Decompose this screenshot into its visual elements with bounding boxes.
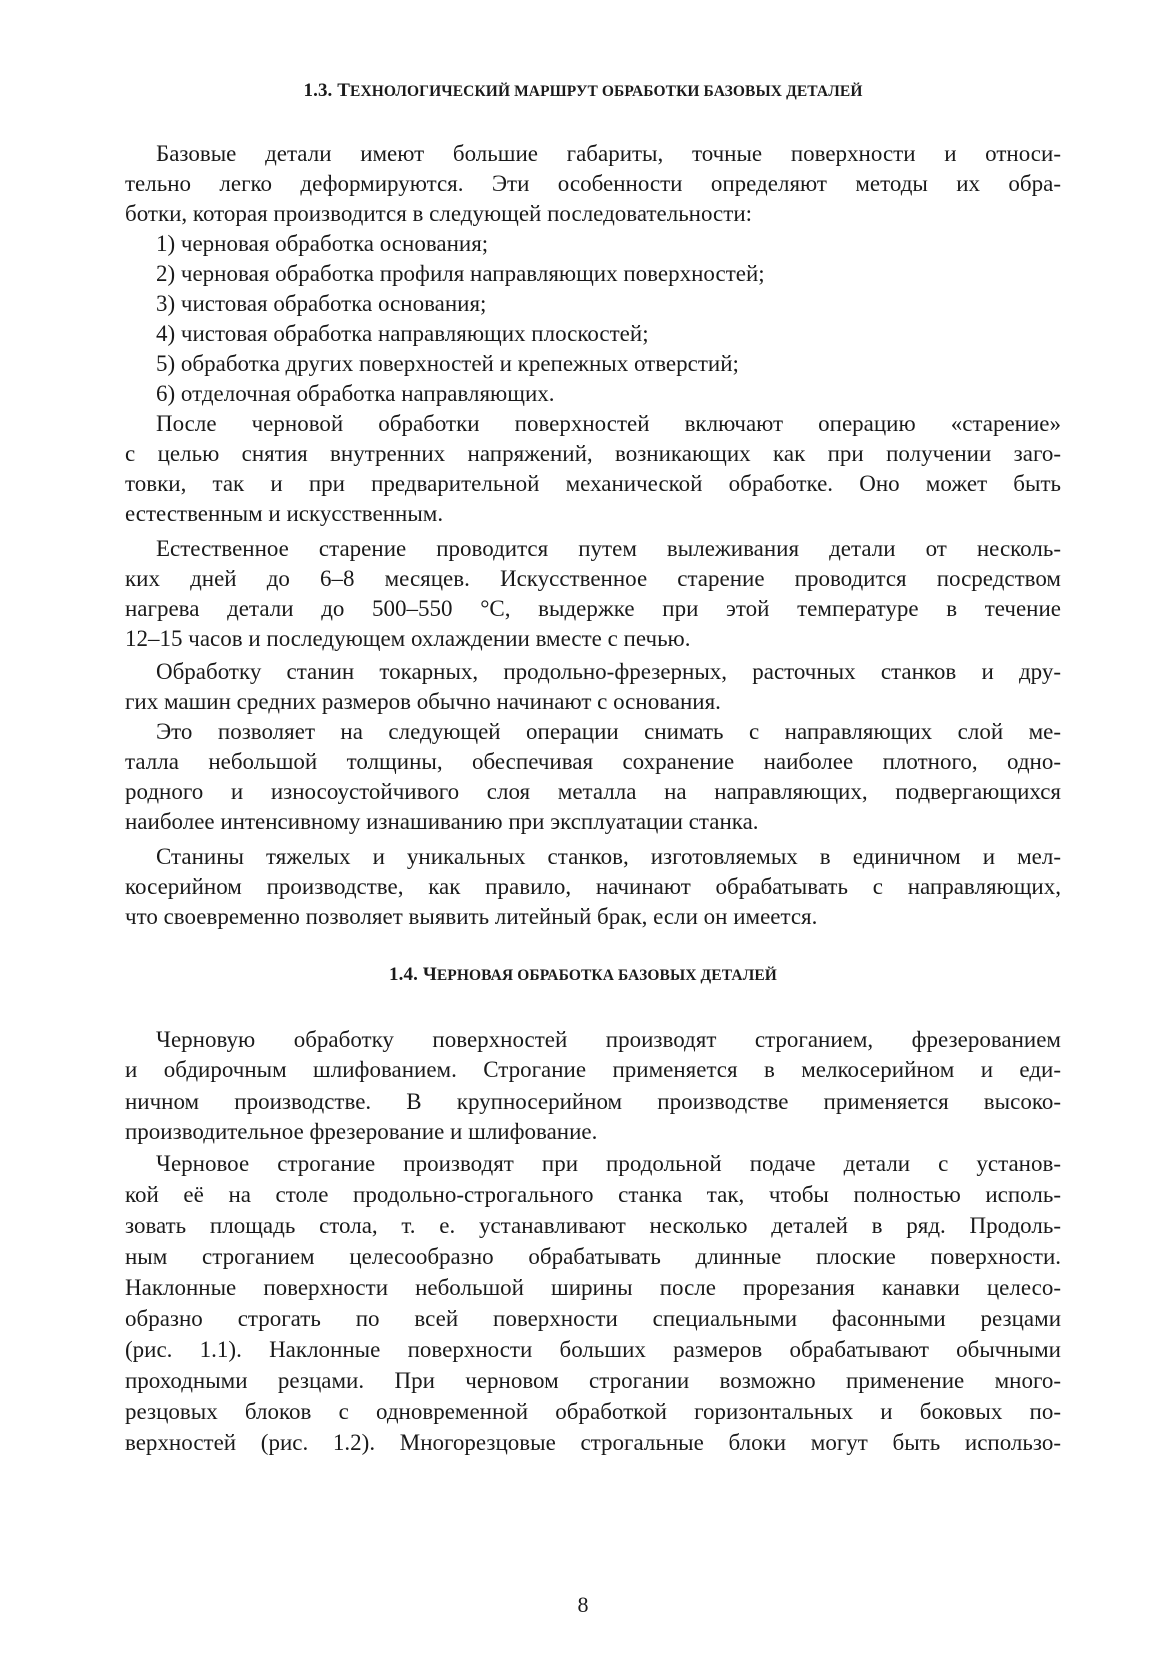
list-item: 1) черновая обработка основания; bbox=[156, 231, 489, 256]
text-line: образно строгать по всей поверхности специальными фасонными резцами bbox=[125, 1306, 1061, 1331]
section-heading-1-3 bbox=[0, 80, 1166, 102]
text-line: верхностей (рис. 1.2). Многорезцовые строгальные блоки могут быть использо- bbox=[125, 1430, 1061, 1455]
text-line: естественным и искусственным. bbox=[125, 501, 444, 526]
text-line: родного и износоустойчивого слоя металла на направляющих, подвергающихся bbox=[125, 779, 1061, 804]
text-line: ких дней до 6–8 месяцев. Искусственное старение проводится посредством bbox=[125, 566, 1061, 591]
text-line: и обдирочным шлифованием. Строгание применяется в мелкосерийном и еди- bbox=[125, 1057, 1061, 1082]
list-item: 3) чистовая обработка основания; bbox=[156, 291, 487, 316]
section-heading-1-4 bbox=[0, 964, 1166, 986]
text-line: кой её на столе продольно-строгального станка так, чтобы полностью исполь- bbox=[125, 1182, 1061, 1207]
text-line: что своевременно позволяет выявить литейный брак, если он имеется. bbox=[125, 904, 818, 929]
text-line: зовать площадь стола, т. е. устанавливают несколько деталей в ряд. Продоль- bbox=[125, 1213, 1061, 1238]
text-line: Базовые детали имеют большие габариты, точные поверхности и относи- bbox=[156, 141, 1061, 166]
list-item: 5) обработка других поверхностей и крепежных отверстий; bbox=[156, 351, 739, 376]
text-line: наиболее интенсивному изнашиванию при эксплуатации станка. bbox=[125, 809, 759, 834]
text-line: Наклонные поверхности небольшой ширины после прорезания канавки целесо- bbox=[125, 1275, 1061, 1300]
text-line: тельно легко деформируются. Эти особенности определяют методы их обра- bbox=[125, 171, 1061, 196]
text-line: ничном производстве. В крупносерийном производстве применяется высоко- bbox=[125, 1089, 1061, 1114]
text-line: Это позволяет на следующей операции снимать с направляющих слой ме- bbox=[156, 719, 1061, 744]
text-line: Станины тяжелых и уникальных станков, изготовляемых в единичном и мел- bbox=[156, 844, 1061, 869]
text-line: ным строганием целесообразно обрабатывать длинные плоские поверхности. bbox=[125, 1244, 1061, 1269]
title-initial: Ч bbox=[422, 964, 437, 985]
text-line: (рис. 1.1). Наклонные поверхности больших размеров обрабатывают обычными bbox=[125, 1337, 1061, 1362]
text-line: с целью снятия внутренних напряжений, возникающих как при получении заго- bbox=[125, 441, 1061, 466]
title-rest: ЕХНОЛОГИЧЕСКИЙ МАРШРУТ ОБРАБОТКИ БАЗОВЫХ ДЕТАЛЕЙ bbox=[350, 83, 863, 100]
text-line: 12–15 часов и последующем охлаждении вместе с печью. bbox=[125, 626, 691, 651]
text-line: Черновую обработку поверхностей производят строганием, фрезерованием bbox=[156, 1027, 1061, 1052]
section-number: 1.3. bbox=[303, 80, 333, 101]
text-line: Обработку станин токарных, продольно-фрезерных, расточных станков и дру- bbox=[156, 659, 1061, 684]
text-line: гих машин средних размеров обычно начинают с основания. bbox=[125, 689, 721, 714]
text-line: нагрева детали до 500–550 °C, выдержке при этой температуре в течение bbox=[125, 596, 1061, 621]
text-line: После черновой обработки поверхностей включают операцию «старение» bbox=[156, 411, 1061, 436]
list-item: 4) чистовая обработка направляющих плоскостей; bbox=[156, 321, 649, 346]
list-item: 2) черновая обработка профиля направляющих поверхностей; bbox=[156, 261, 765, 286]
text-line: Естественное старение проводится путем вылеживания детали от несколь- bbox=[156, 536, 1061, 561]
text-line: ботки, которая производится в следующей последовательности: bbox=[125, 201, 753, 226]
page-number: 8 bbox=[577, 1592, 589, 1617]
section-number: 1.4. bbox=[389, 964, 418, 985]
text-line: товки, так и при предварительной механической обработке. Оно может быть bbox=[125, 471, 1061, 496]
text-line: производительное фрезерование и шлифование. bbox=[125, 1119, 598, 1144]
list-item: 6) отделочная обработка направляющих. bbox=[156, 381, 555, 406]
text-line: проходными резцами. При черновом строгании возможно применение много- bbox=[125, 1368, 1061, 1393]
text-line: косерийном производстве, как правило, начинают обрабатывать с направляющих, bbox=[125, 874, 1061, 899]
title-rest: ЕРНОВАЯ ОБРАБОТКА БАЗОВЫХ ДЕТАЛЕЙ bbox=[436, 967, 777, 984]
text-line: резцовых блоков с одновременной обработкой горизонтальных и боковых по- bbox=[125, 1399, 1061, 1424]
text-line: Черновое строгание производят при продольной подаче детали с установ- bbox=[156, 1151, 1061, 1176]
text-line: талла небольшой толщины, обеспечивая сохранение наиболее плотного, одно- bbox=[125, 749, 1061, 774]
title-initial: Т bbox=[337, 80, 351, 101]
